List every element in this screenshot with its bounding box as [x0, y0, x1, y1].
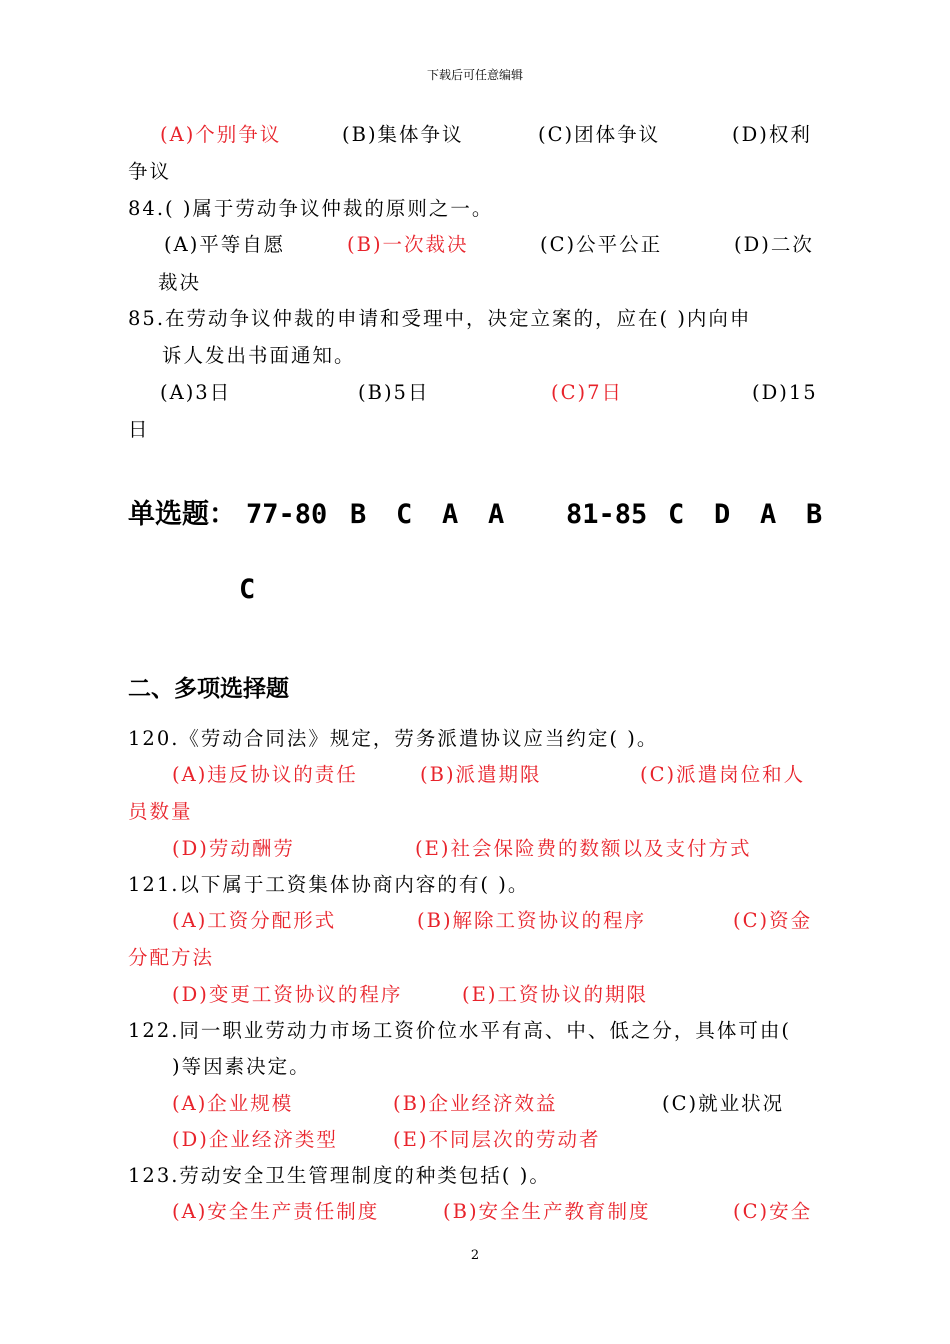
q120-option-b: (B)派遣期限 — [420, 763, 542, 786]
answer-79: A — [442, 499, 459, 530]
q121-option-a: (A)工资分配形式 — [172, 909, 337, 932]
q120-option-d: (D)劳动酬劳 — [172, 837, 295, 860]
q122-option-b: (B)企业经济效益 — [393, 1092, 558, 1115]
q120-option-c: (C)派遣岗位和人 — [640, 763, 806, 786]
q83-option-a: (A)个别争议 — [160, 123, 282, 146]
q122-stem: 122.同一职业劳动力市场工资价位水平有高、中、低之分，具体可由( — [128, 1019, 792, 1042]
q83-option-d-wrap: 争议 — [128, 160, 172, 183]
section-title: 二、多项选择题 — [128, 676, 289, 702]
q85-option-c: (C)7日 — [551, 381, 624, 404]
q83-option-d: (D)权利 — [732, 123, 812, 146]
q121-stem: 121.以下属于工资集体协商内容的有( )。 — [128, 873, 530, 896]
q85-stem-line2: 诉人发出书面通知。 — [162, 344, 356, 367]
q120-option-e: (E)社会保险费的数额以及支付方式 — [415, 837, 752, 860]
q123-stem: 123.劳动安全卫生管理制度的种类包括( )。 — [128, 1164, 551, 1187]
q84-stem: 84.( )属于劳动争议仲裁的原则之一。 — [128, 197, 494, 220]
q122-option-d: (D)企业经济类型 — [172, 1128, 338, 1151]
q123-option-a: (A)安全生产责任制度 — [172, 1200, 380, 1223]
q85-option-d-wrap: 日 — [128, 418, 150, 441]
q121-option-b: (B)解除工资协议的程序 — [417, 909, 647, 932]
page-number: 2 — [470, 1248, 480, 1263]
answer-80: A — [488, 499, 505, 530]
q121-option-e: (E)工资协议的期限 — [462, 983, 648, 1006]
q120-stem: 120.《劳动合同法》规定，劳务派遣协议应当约定( )。 — [128, 727, 659, 750]
q83-option-b: (B)集体争议 — [342, 123, 464, 146]
answer-81: C — [668, 499, 685, 530]
answer-range-77-80: 77-80 — [246, 499, 328, 530]
answer-85: C — [239, 574, 256, 605]
q122-option-c: (C)就业状况 — [662, 1092, 785, 1115]
q123-option-c: (C)安全 — [733, 1200, 813, 1223]
q83-option-c: (C)团体争议 — [538, 123, 661, 146]
answer-83: A — [760, 499, 777, 530]
q121-option-d: (D)变更工资协议的程序 — [172, 983, 403, 1006]
q122-stem-line2: )等因素决定。 — [172, 1055, 311, 1078]
answer-range-81-85: 81-85 — [566, 499, 648, 530]
q123-option-b: (B)安全生产教育制度 — [443, 1200, 651, 1223]
answer-key-label: 单选题： — [128, 499, 236, 530]
q85-stem: 85.在劳动争议仲裁的申请和受理中，决定立案的，应在( )内向申 — [128, 307, 752, 330]
q121-option-c: (C)资金 — [733, 909, 813, 932]
q85-option-b: (B)5日 — [358, 381, 430, 404]
q121-option-c-wrap: 分配方法 — [128, 946, 215, 969]
q120-option-c-wrap: 员数量 — [128, 800, 193, 823]
q84-option-a: (A)平等自愿 — [164, 233, 286, 256]
q84-option-d-wrap: 裁决 — [158, 271, 202, 294]
q84-option-b: (B)一次裁决 — [347, 233, 469, 256]
q84-option-d: (D)二次 — [734, 233, 814, 256]
answer-84: B — [806, 499, 823, 530]
q85-option-a: (A)3日 — [160, 381, 232, 404]
answer-77: B — [350, 499, 367, 530]
q122-option-a: (A)企业规模 — [172, 1092, 294, 1115]
answer-82: D — [714, 499, 731, 530]
q120-option-a: (A)违反协议的责任 — [172, 763, 358, 786]
q84-option-c: (C)公平公正 — [540, 233, 663, 256]
answer-78: C — [396, 499, 413, 530]
page-header: 下载后可任意编辑 — [426, 68, 523, 82]
q85-option-d: (D)15 — [752, 381, 818, 404]
q122-option-e: (E)不同层次的劳动者 — [393, 1128, 601, 1151]
